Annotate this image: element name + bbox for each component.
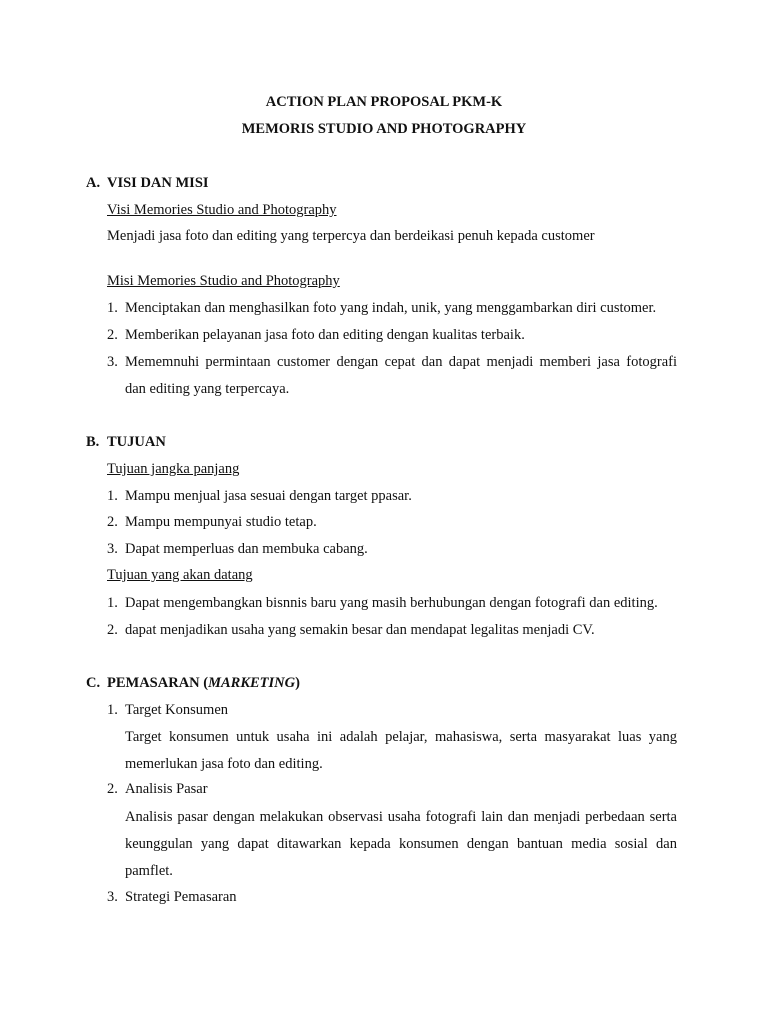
- section-c-heading: [107, 674, 300, 692]
- pemasaran-item-3-title: Strategi Pemasaran: [125, 889, 237, 905]
- section-c-letter: C.: [86, 675, 101, 691]
- tujuan-future-item-2-number: 2.: [107, 622, 118, 638]
- pemasaran-item-2-body-line3: pamflet.: [125, 863, 173, 879]
- misi-item-3-number: 3.: [107, 354, 118, 370]
- pemasaran-item-1-title: Target Konsumen: [125, 702, 229, 718]
- section-c-heading-pre: PEMASARAN (: [107, 675, 209, 691]
- tujuan-future-item-2-text: dapat menjadikan usaha yang semakin besar dan mendapat legalitas menjadi CV.: [125, 622, 595, 638]
- document-title-line2: MEMORIS STUDIO AND PHOTOGRAPHY: [241, 121, 527, 137]
- misi-item-3-text-line1: Mememnuhi permintaan customer dengan cepat dan dapat menjadi memberi jasa fotografi: [125, 354, 677, 370]
- section-b-letter: B.: [86, 434, 100, 450]
- tujuan-long-item-1-number: 1.: [107, 488, 118, 504]
- section-a-heading: VISI DAN MISI: [107, 175, 209, 191]
- visi-text: Menjadi jasa foto dan editing yang terpercya dan berdeikasi penuh kepada customer: [107, 228, 595, 244]
- document-title-line1: ACTION PLAN PROPOSAL PKM-K: [265, 94, 503, 110]
- misi-item-1-number: 1.: [107, 300, 118, 316]
- tujuan-jangka-panjang-heading: Tujuan jangka panjang: [107, 461, 240, 477]
- pemasaran-item-2-number: 2.: [107, 781, 118, 797]
- section-c-heading-italic: MARKETING: [208, 675, 296, 691]
- misi-item-2-number: 2.: [107, 327, 118, 343]
- section-a-letter: A.: [86, 175, 101, 191]
- pemasaran-item-2-body-line2: keunggulan yang dapat ditawarkan kepada konsumen dengan bantuan media sosial dan: [125, 836, 677, 852]
- tujuan-long-item-1-text: Mampu menjual jasa sesuai dengan target ppasar.: [125, 488, 412, 504]
- pemasaran-item-1-body-line1: Target konsumen untuk usaha ini adalah pelajar, mahasiswa, serta masyarakat luas yang: [125, 729, 677, 745]
- tujuan-long-item-2-text: Mampu mempunyai studio tetap.: [125, 514, 317, 530]
- tujuan-akan-datang-heading: Tujuan yang akan datang: [107, 567, 253, 583]
- section-b-heading: TUJUAN: [107, 434, 166, 450]
- pemasaran-item-2-body-line1: Analisis pasar dengan melakukan observasi usaha fotografi lain dan menjadi perbedaan serta: [125, 809, 677, 825]
- tujuan-future-item-1-number: 1.: [107, 595, 118, 611]
- pemasaran-item-1-number: 1.: [107, 702, 118, 718]
- tujuan-long-item-3-number: 3.: [107, 541, 118, 557]
- misi-item-1-text: Menciptakan dan menghasilkan foto yang indah, unik, yang menggambarkan diri customer.: [125, 300, 657, 316]
- pemasaran-item-2-title: Analisis Pasar: [125, 781, 208, 797]
- pemasaran-item-1-body-line2: memerlukan jasa foto dan editing.: [125, 756, 323, 772]
- visi-heading: Visi Memories Studio and Photography: [107, 202, 337, 218]
- pemasaran-item-3-number: 3.: [107, 889, 118, 905]
- section-c-heading-post: ): [295, 675, 300, 691]
- tujuan-long-item-2-number: 2.: [107, 514, 118, 530]
- misi-heading: Misi Memories Studio and Photography: [107, 273, 340, 289]
- tujuan-future-item-1-text: Dapat mengembangkan bisnnis baru yang masih berhubungan dengan fotografi dan editing.: [125, 595, 658, 611]
- misi-item-3-text-line2: dan editing yang terpercaya.: [125, 381, 290, 397]
- misi-item-2-text: Memberikan pelayanan jasa foto dan editing dengan kualitas terbaik.: [125, 327, 525, 343]
- tujuan-long-item-3-text: Dapat memperluas dan membuka cabang.: [125, 541, 368, 557]
